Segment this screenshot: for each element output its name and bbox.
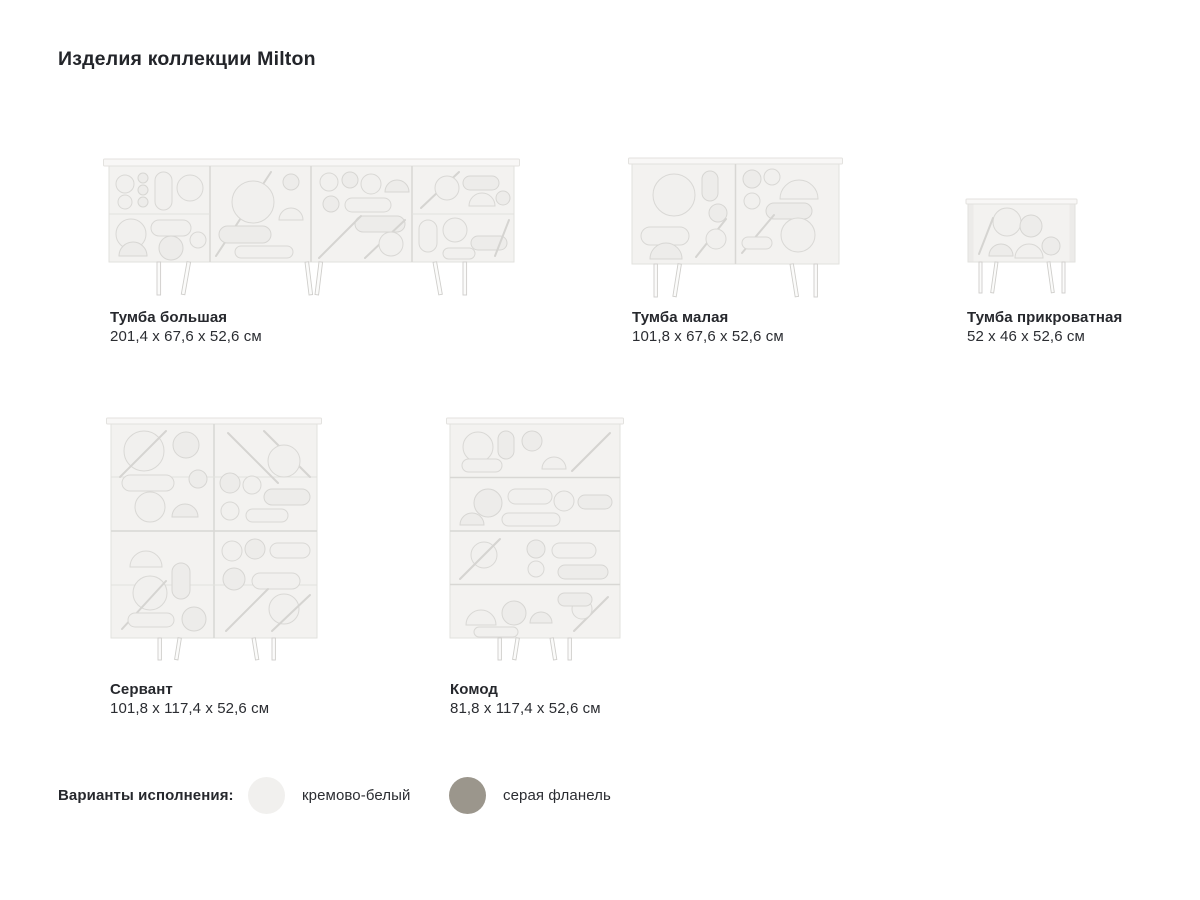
servant-render <box>106 417 322 661</box>
variant-name: кремово-белый <box>302 786 411 804</box>
product-dimensions: 101,8 x 67,6 x 52,6 см <box>632 328 784 345</box>
product-label <box>632 308 784 346</box>
tumba-prikrovatnaya-render <box>963 198 1083 298</box>
tumba-malaya-render <box>628 157 843 299</box>
product-label <box>967 308 1122 346</box>
product-label <box>110 680 269 718</box>
variant-option-cream-white <box>248 776 411 814</box>
page-title: Изделия коллекции Milton <box>58 48 316 70</box>
product-image-servant <box>106 417 322 666</box>
komod-render <box>446 417 624 661</box>
color-swatch-cream-white <box>248 777 285 814</box>
product-name: Тумба малая <box>632 309 729 326</box>
product-name: Тумба большая <box>110 309 228 326</box>
color-swatch-gray-flannel <box>449 777 486 814</box>
product-dimensions: 52 x 46 x 52,6 см <box>967 328 1085 345</box>
variants-row <box>0 776 1200 814</box>
product-image-tumba-malaya <box>628 157 843 304</box>
product-name: Сервант <box>110 681 173 698</box>
product-image-tumba-prikrovatnaya <box>963 198 1083 303</box>
product-name: Тумба прикроватная <box>967 309 1123 326</box>
product-dimensions: 101,8 x 117,4 x 52,6 см <box>110 700 270 717</box>
product-image-tumba-bolshaya <box>103 158 520 303</box>
product-dimensions: 81,8 x 117,4 x 52,6 см <box>450 700 601 717</box>
variant-name: серая фланель <box>503 786 611 804</box>
product-label <box>110 308 262 346</box>
product-image-komod <box>446 417 624 666</box>
variants-label: Варианты исполнения: <box>58 786 234 804</box>
product-name: Комод <box>450 681 499 698</box>
variant-option-gray-flannel <box>449 776 611 814</box>
tumba-bolshaya-render <box>103 158 520 298</box>
product-dimensions: 201,4 x 67,6 x 52,6 см <box>110 328 262 345</box>
product-label <box>450 680 601 718</box>
